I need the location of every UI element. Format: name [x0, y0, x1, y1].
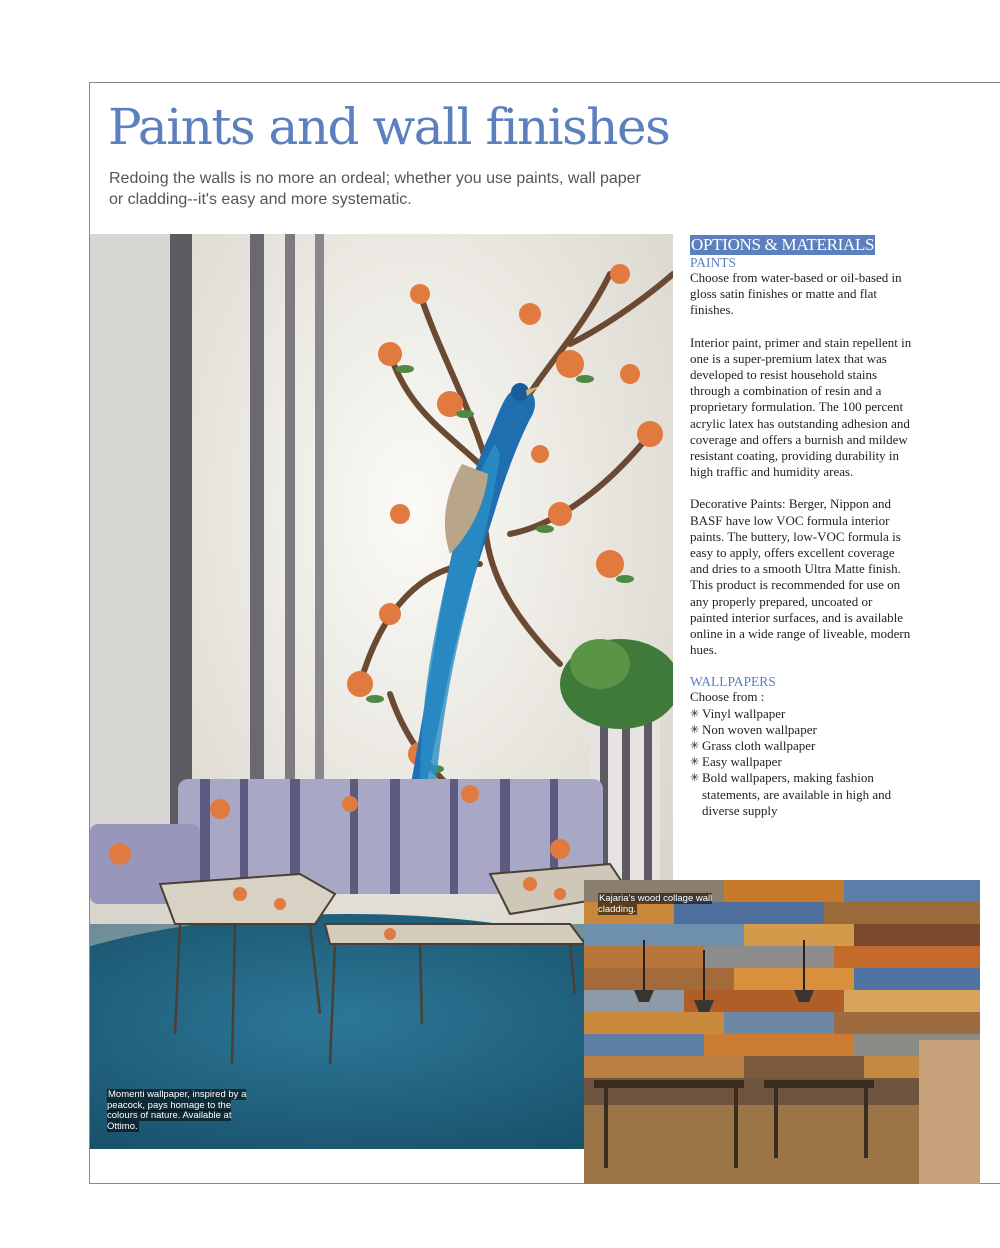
bullet-icon: ✳ [690, 740, 700, 753]
paints-paragraph-2: Interior paint, primer and stain repellent in one is a super-premium latex that was developed to resist household stains through a combination of resin and a proprietary formulation. The 100 percent acrylic latex has outstanding adhesion and coverage and offers a burnish and mildew resistant coating, providing durability in high traffic and humidity areas. [690, 334, 912, 480]
list-item: ✳ Non woven wallpaper [690, 721, 817, 737]
list-item: ✳ Bold wallpapers, making fashion statements, are available in high and diverse supply [690, 770, 892, 818]
wallpaper-list [690, 706, 912, 819]
wallpapers-heading: WALLPAPERS [690, 674, 776, 690]
options-materials-column [690, 235, 912, 819]
main-photo-caption: Momenti wallpaper, inspired by a peacock, pays homage to the colours of nature. Available at Ottimo. [107, 1089, 247, 1132]
list-item: ✳ Grass cloth wallpaper [690, 738, 816, 754]
paints-paragraph-3: Decorative Paints: Berger, Nippon and BASF have low VOC formula interior paints. The buttery, low-VOC formula is easy to apply, offers excellent coverage and dries to a smooth Ultra Matte finish. This product is recommended for use on any properly prepared, uncoated or painted interior surfaces, and is available online in a wide range of liveable, modern hues. [690, 496, 911, 658]
wood-photo-caption: Kajaria's wood collage wall cladding. [598, 893, 713, 915]
paints-heading: PAINTS [690, 255, 737, 270]
page-subtitle: Redoing the walls is no more an ordeal; whether you use paints, wall paper or cladding--it's easy and more systematic. [109, 170, 641, 208]
bullet-icon: ✳ [690, 772, 700, 785]
paints-paragraph-1: Choose from water-based or oil-based in gloss satin finishes or matte and flat finishes. [690, 270, 902, 318]
page-title: Paints and wall finishes [108, 98, 670, 156]
wood-cladding-illustration [584, 880, 980, 1184]
bullet-icon: ✳ [690, 707, 700, 720]
list-item: ✳ Vinyl wallpaper [690, 705, 786, 721]
options-materials-heading: OPTIONS & MATERIALS [691, 235, 875, 254]
list-item: ✳ Easy wallpaper [690, 754, 782, 770]
wallpapers-intro: Choose from : [690, 689, 765, 705]
bullet-icon: ✳ [690, 756, 700, 769]
bullet-icon: ✳ [690, 723, 700, 736]
wood-cladding-photo [584, 880, 980, 1184]
